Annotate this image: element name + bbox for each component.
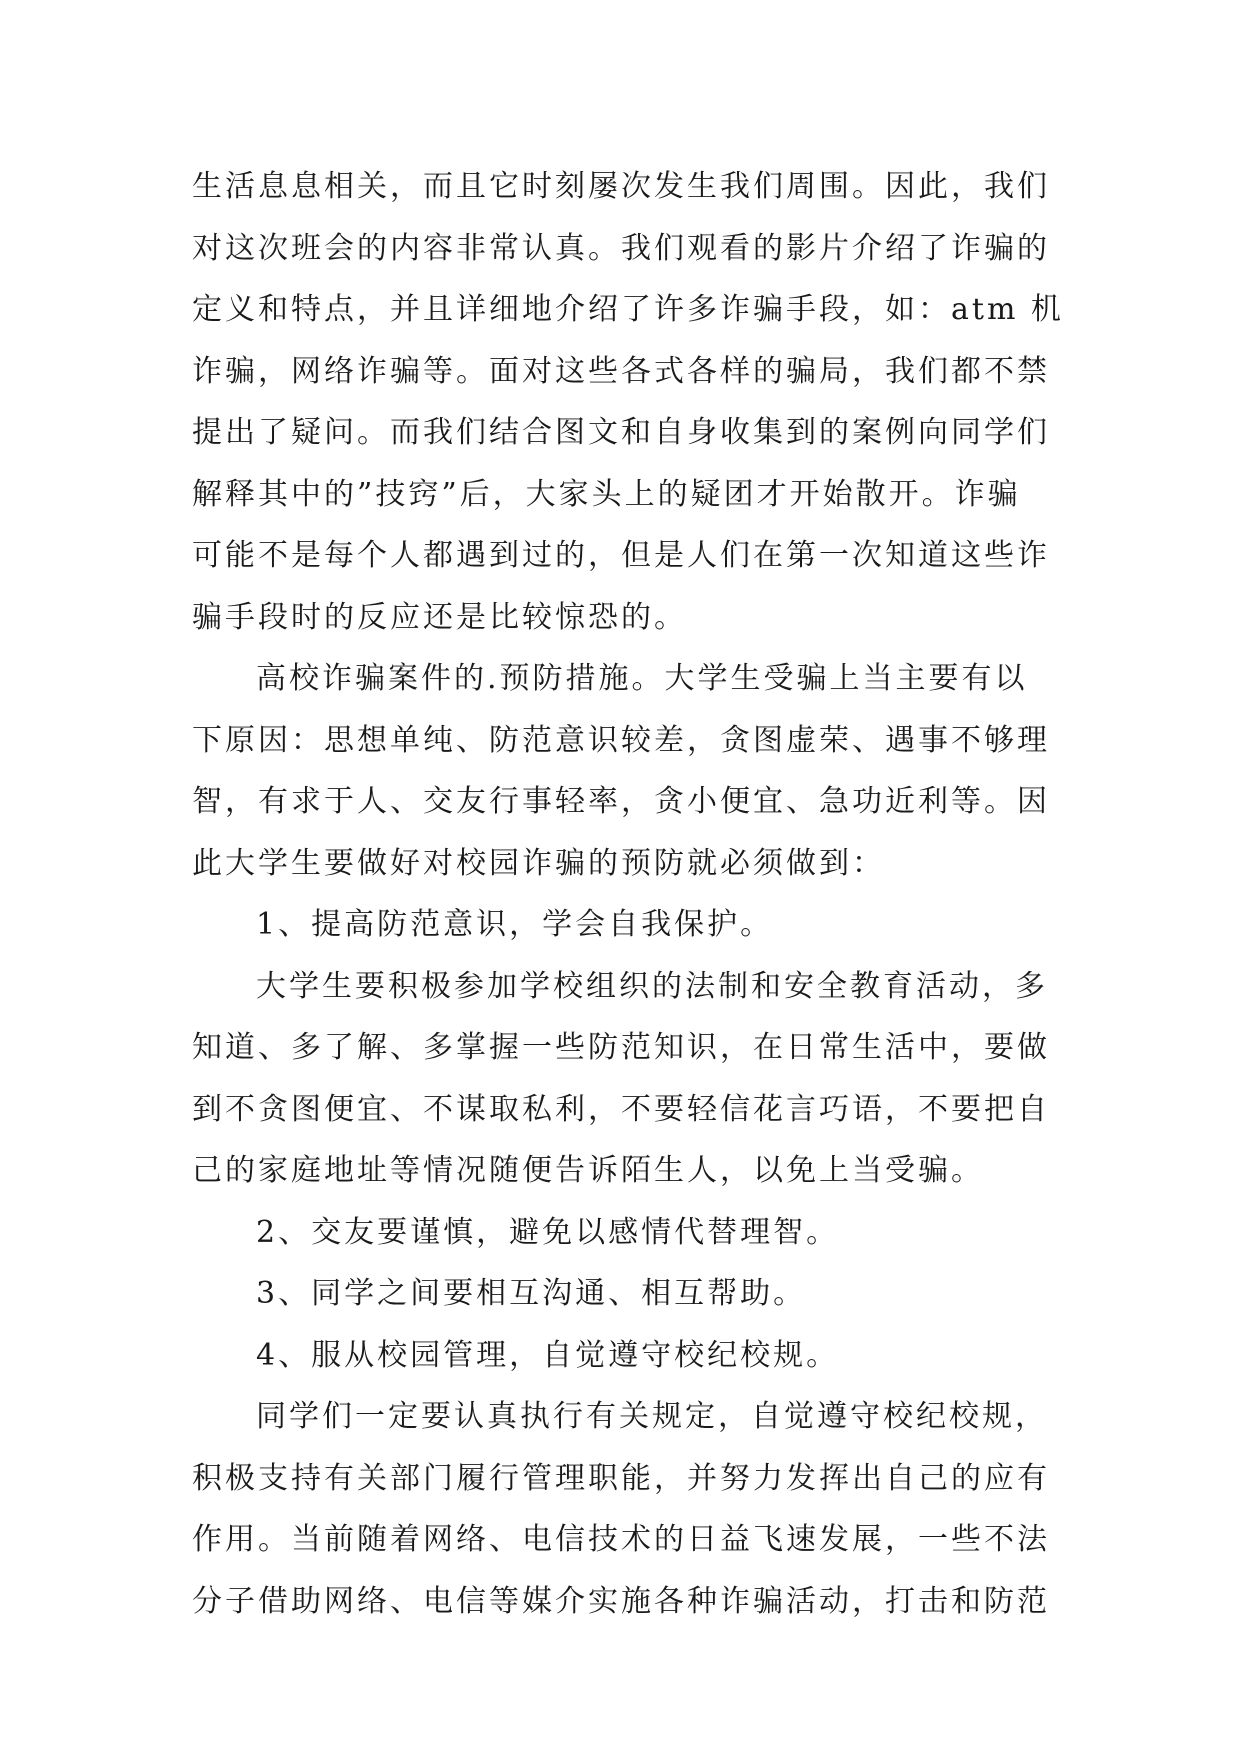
text-line: 提出了疑问。而我们结合图文和自身收集到的案例向同学们 xyxy=(192,415,1050,450)
text-line: 定义和特点，并且详细地介绍了许多诈骗手段，如：atm 机 xyxy=(192,292,1064,327)
list-item-1: 1、提高防范意识，学会自我保护。 xyxy=(256,907,774,942)
list-item-4: 4、服从校园管理，自觉遵守校纪校规。 xyxy=(256,1337,840,1373)
text-line: 解释其中的”技窍”后，大家头上的疑团才开始散开。诈骗 xyxy=(192,476,1021,512)
text-line: 诈骗，网络诈骗等。面对这些各式各样的骗局，我们都不禁 xyxy=(192,353,1050,389)
paragraph-start-line: 大学生要积极参加学校组织的法制和安全教育活动，多 xyxy=(256,968,1048,1004)
text-line: 到不贪图便宜、不谋取私利，不要轻信花言巧语，不要把自 xyxy=(192,1091,1050,1127)
body-text xyxy=(192,156,1062,1632)
text-line: 骗手段时的反应还是比较惊恐的。 xyxy=(192,599,687,635)
text-line: 己的家庭地址等情况随便告诉陌生人，以免上当受骗。 xyxy=(192,1153,984,1188)
text-line: 作用。当前随着网络、电信技术的日益飞速发展，一些不法 xyxy=(192,1522,1050,1557)
text-line: 智，有求于人、交友行事轻率，贪小便宜、急功近利等。因 xyxy=(192,784,1050,819)
text-line: 此大学生要做好对校园诈骗的预防就必须做到： xyxy=(192,845,885,881)
paragraph-start-line: 高校诈骗案件的.预防措施。大学生受骗上当主要有以 xyxy=(256,661,1028,696)
text-line: 生活息息相关，而且它时刻屡次发生我们周围。因此，我们 xyxy=(192,169,1050,204)
text-line: 下原因：思想单纯、防范意识较差，贪图虚荣、遇事不够理 xyxy=(192,722,1050,758)
text-line: 分子借助网络、电信等媒介实施各种诈骗活动，打击和防范 xyxy=(192,1583,1050,1619)
list-item-2: 2、交友要谨慎，避免以感情代替理智。 xyxy=(256,1214,840,1250)
paragraph-start-line: 同学们一定要认真执行有关规定，自觉遵守校纪校规， xyxy=(256,1399,1048,1434)
text-line: 积极支持有关部门履行管理职能，并努力发挥出自己的应有 xyxy=(192,1460,1050,1496)
text-line: 对这次班会的内容非常认真。我们观看的影片介绍了诈骗的 xyxy=(192,230,1050,266)
list-item-3: 3、同学之间要相互沟通、相互帮助。 xyxy=(256,1276,807,1311)
text-line: 知道、多了解、多掌握一些防范知识，在日常生活中，要做 xyxy=(192,1030,1050,1065)
text-line: 可能不是每个人都遇到过的，但是人们在第一次知道这些诈 xyxy=(192,538,1050,573)
